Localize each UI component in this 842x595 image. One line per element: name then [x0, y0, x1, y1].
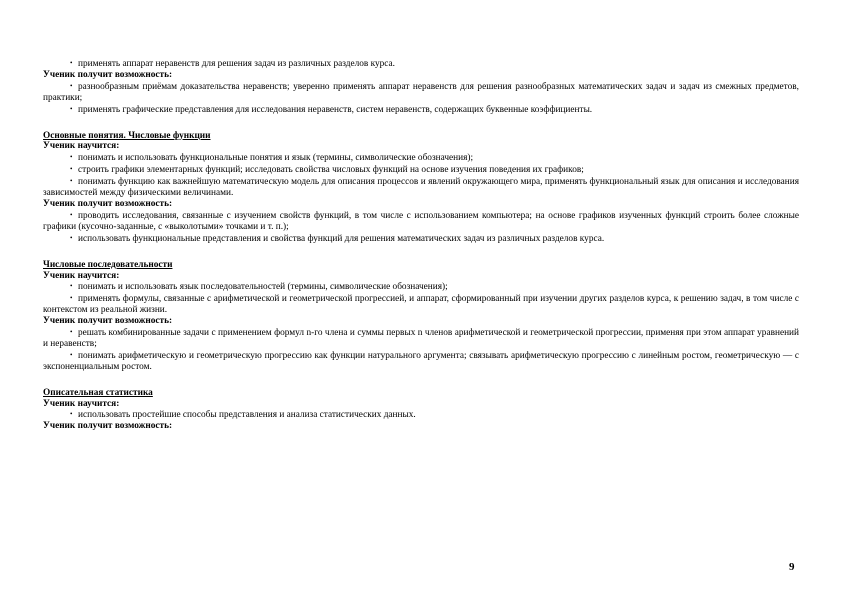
learn-label: Ученик научится:	[43, 270, 120, 281]
list-item: • использовать простейшие способы представления и анализа статистических данных.	[70, 410, 416, 421]
bullet-icon: •	[70, 153, 73, 162]
list-item: • применять аппарат неравенств для решения задач из различных разделов курса.	[70, 59, 395, 69]
bullet-icon: •	[70, 81, 73, 90]
opportunity-label: Ученик получит возможность:	[43, 316, 173, 327]
section-heading: Основные понятия. Числовые функции	[43, 130, 211, 141]
list-item: • применять графические представления для исследования неравенств, систем неравенств, содержащих буквенные коэффициенты.	[70, 104, 593, 115]
opportunity-label: Ученик получит возможность:	[43, 69, 173, 80]
bullet-icon: •	[70, 233, 73, 242]
list-item: • применять формулы, связанные с арифметической и геометрической прогрессией, и аппарат, сформированный при изучении других разделов курса, к решению задач, в том числе с контекстом из реальной жизни.	[43, 294, 799, 316]
learn-label: Ученик научится:	[43, 141, 120, 152]
bullet-icon: •	[70, 165, 73, 174]
bullet-icon: •	[70, 410, 73, 419]
list-item: • понимать и использовать язык последовательностей (термины, символические обозначения);	[70, 282, 448, 293]
list-item: • проводить исследования, связанные с изучением свойств функций, в том числе с использованием компьютера; на основе графиков изученных функций строить более сложные графики (кусочно-заданные, с «выколотыми» точками и т. п.);	[43, 210, 799, 232]
opportunity-label: Ученик получит возможность:	[43, 198, 173, 209]
list-item: • понимать функцию как важнейшую математическую модель для описания процессов и явлений окружающего мира, применять функциональный язык для описания и исследования зависимостей между физическими величинами.	[43, 177, 799, 199]
bullet-icon: •	[70, 104, 73, 113]
document-page	[43, 58, 799, 432]
bullet-icon: •	[70, 328, 73, 337]
list-item: • решать комбинированные задачи с применением формул n-го члена и суммы первых n членов арифметической и геометрической прогрессии, применяя при этом аппарат уравнений и неравенств;	[43, 328, 799, 349]
section-heading: Описательная статистика	[43, 387, 153, 398]
bullet-icon: •	[70, 282, 73, 291]
bullet-icon: •	[70, 294, 73, 303]
section-heading: Числовые последовательности	[43, 259, 173, 270]
list-item: • понимать арифметическую и геометрическую прогрессию как функции натурального аргумента; связывать арифметическую прогрессию с линейным ростом, геометрическую — с экспоненциальным ростом.	[43, 350, 799, 372]
bullet-icon: •	[70, 177, 73, 186]
bullet-icon: •	[70, 350, 73, 359]
list-item: • разнообразным приёмам доказательства неравенств; уверенно применять аппарат неравенств для решения разнообразных математических задач и задач из смежных предметов, практики;	[43, 81, 799, 103]
list-item: • строить графики элементарных функций; исследовать свойства числовых функций на основе изучения поведения их графиков;	[70, 165, 584, 176]
bullet-icon: •	[70, 210, 73, 219]
list-item: • использовать функциональные представления и свойства функций для решения математических задач из различных разделов курса.	[70, 233, 605, 244]
page-number: 9	[789, 561, 795, 573]
opportunity-label: Ученик получит возможность:	[43, 421, 173, 432]
list-item: • понимать и использовать функциональные понятия и язык (термины, символические обозначения);	[70, 153, 474, 164]
learn-label: Ученик научится:	[43, 398, 120, 409]
bullet-icon: •	[70, 59, 73, 67]
